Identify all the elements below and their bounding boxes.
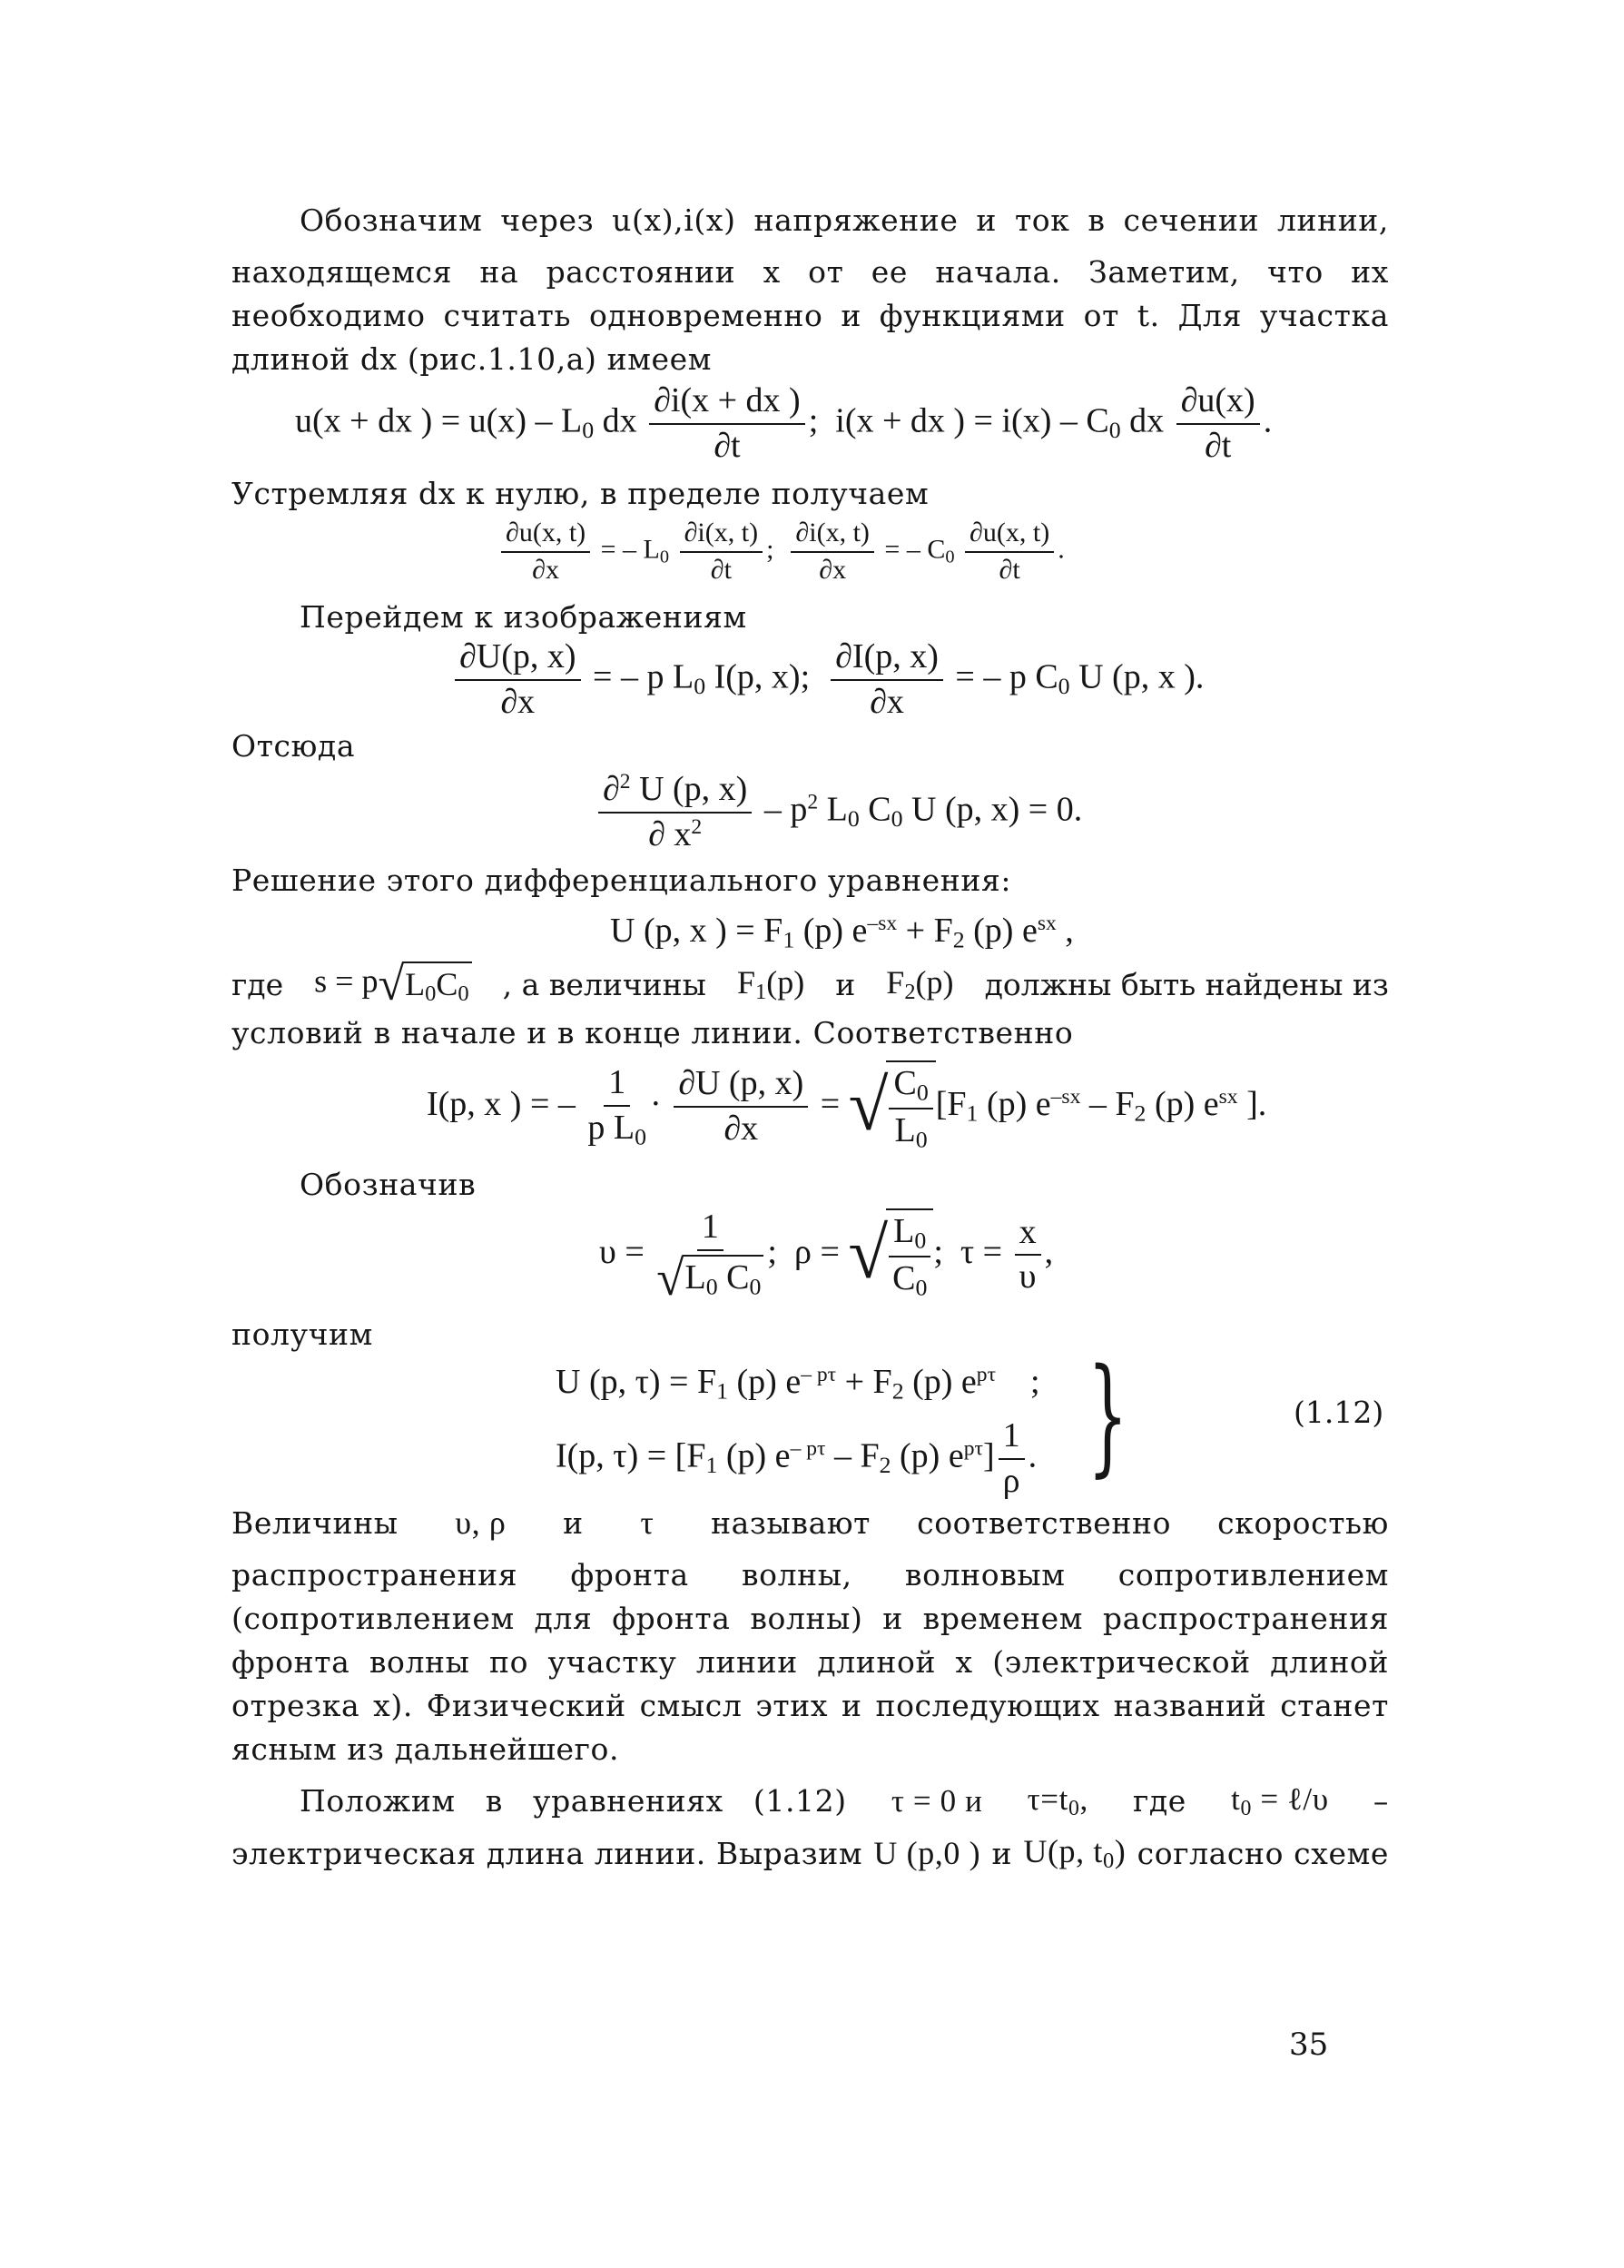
paragraph-1-line-4: длиной dx (рис.1.10,а) имеем <box>231 341 713 377</box>
equation-system-line-1: U (p, $\tau) = F_1$ (p) $e^{- p\tau} + F_2$ (p) $e^{p\tau}$ ; <box>556 1363 1040 1405</box>
paragraph-3-line-1: Положим в уравнениях (1.12) τ = 0 и $\tau=t_0$, где $t_0$ = ℓ/υ – <box>300 1781 1389 1820</box>
line-oboznachiv: Обозначив <box>300 1167 477 1202</box>
paragraph-2-line-6: ясным из дальнейшего. <box>231 1731 620 1767</box>
line-ustremlyaya: Устремляя dx к нулю, в пределе получаем <box>231 476 930 511</box>
equation-second-order: $\frac{\partial^2 U (p, x)}{\partial x^2}$ – $p^2$ $L_0$ $C_0$ U (p, x) = 0. <box>595 770 1082 854</box>
paragraph-1-line-3: необходимо считать одновременно и функциями от t. Для участка <box>231 298 1389 333</box>
paragraph-3-line-2: электрическая длина линии. Выразим U (p,0 ) и U(p, $t_0$) согласно схеме <box>231 1833 1389 1874</box>
equation-number: (1.12) <box>1294 1395 1384 1430</box>
line-gde-s: где s = p √ $L_0C_0$ , а величины $F_1(p)$ и $F_2(p)$ должны быть найдены из <box>231 958 1389 1011</box>
paragraph-2-line-2: распространения фронта волны, волновым сопротивлением <box>231 1557 1389 1593</box>
equation-images: $\frac{\partial U(p, x)}{\partial x}$ = – p $L_0$ I(p, x); $\frac{\partial I(p, x)}{\partial x}$ = – p $C_0$ U (p, x ). <box>451 637 1204 722</box>
equation-system-line-2: I(p, $\tau) = [F_1$ (p) $e^{- p\tau} - F_2$ (p) $e^{p\tau}$] $\frac{1}{\rho}$ . <box>556 1416 1038 1500</box>
line-poluchim: получим <box>231 1316 373 1352</box>
equation-definitions: υ = 1 √ $L_0$ $C_0$ ; ρ = √ $\frac{L_0}{C_0}$ ; τ = $\frac{x}{\upsilon}$ , <box>599 1208 1054 1306</box>
paragraph-2-line-1: Величины υ, ρ и τ называют соответственно скоростью <box>231 1504 1389 1541</box>
paragraph-2-line-3: (сопротивлением для фронта волны) и временем распространения <box>231 1601 1389 1636</box>
line-usloviy: условий в начале и в конце линии. Соответственно <box>231 1015 1074 1050</box>
equation-pde: $\frac{\partial u(x, t)}{\partial x}$ = – $L_0$ $\frac{\partial i(x, t)}{\partial t}$ ; $\frac{\partial i(x, t)}{\partial x}$ = – $C_0$ $\frac{\partial u(x, t)}{\partial t}$ . <box>497 518 1065 586</box>
equation-current: I(p, x ) = – $\frac{1}{p L_0}$ · $\frac{\partial U (p, x)}{\partial x}$ = √ $\frac{C_0}{L_0}$ [$F_1$ (p) $e^{-sx} - F_2$ (p) $e^{sx}$ ]. <box>427 1060 1266 1153</box>
paragraph-2-line-4: фронта волны по участку линии длиной x (электрической длиной <box>231 1644 1389 1680</box>
line-otsyuda: Отсюда <box>231 728 356 764</box>
line-pereydem: Перейдем к изображениям <box>300 599 747 635</box>
right-brace: } <box>1088 1342 1128 1490</box>
line-reshenie: Решение этого дифференциального уравнения: <box>231 863 1012 898</box>
equation-solution: U (p, x ) = $F_1$ (p) $e^{-sx} + F_2$ (p) $e^{sx}$ , <box>610 912 1074 953</box>
paragraph-1-line-2: находящемся на расстоянии x от ее начала. Заметим, что их <box>231 254 1389 290</box>
page-number: 35 <box>1289 2026 1329 2063</box>
equation-telegraph: u(x + dx ) = $u(x) - L_0$ dx $\frac{\partial i(x + dx )}{\partial t}$ ; i(x + dx ) = $i(x) - C_0$ dx $\frac{\partial u(x)}{\partial t}$ . <box>295 381 1273 465</box>
paragraph-1-line-1: Обозначим через u(x),i(x) напряжение и ток в сечении линии, <box>300 202 1389 238</box>
paragraph-2-line-5: отрезка x). Физический смысл этих и последующих названий станет <box>231 1688 1389 1723</box>
